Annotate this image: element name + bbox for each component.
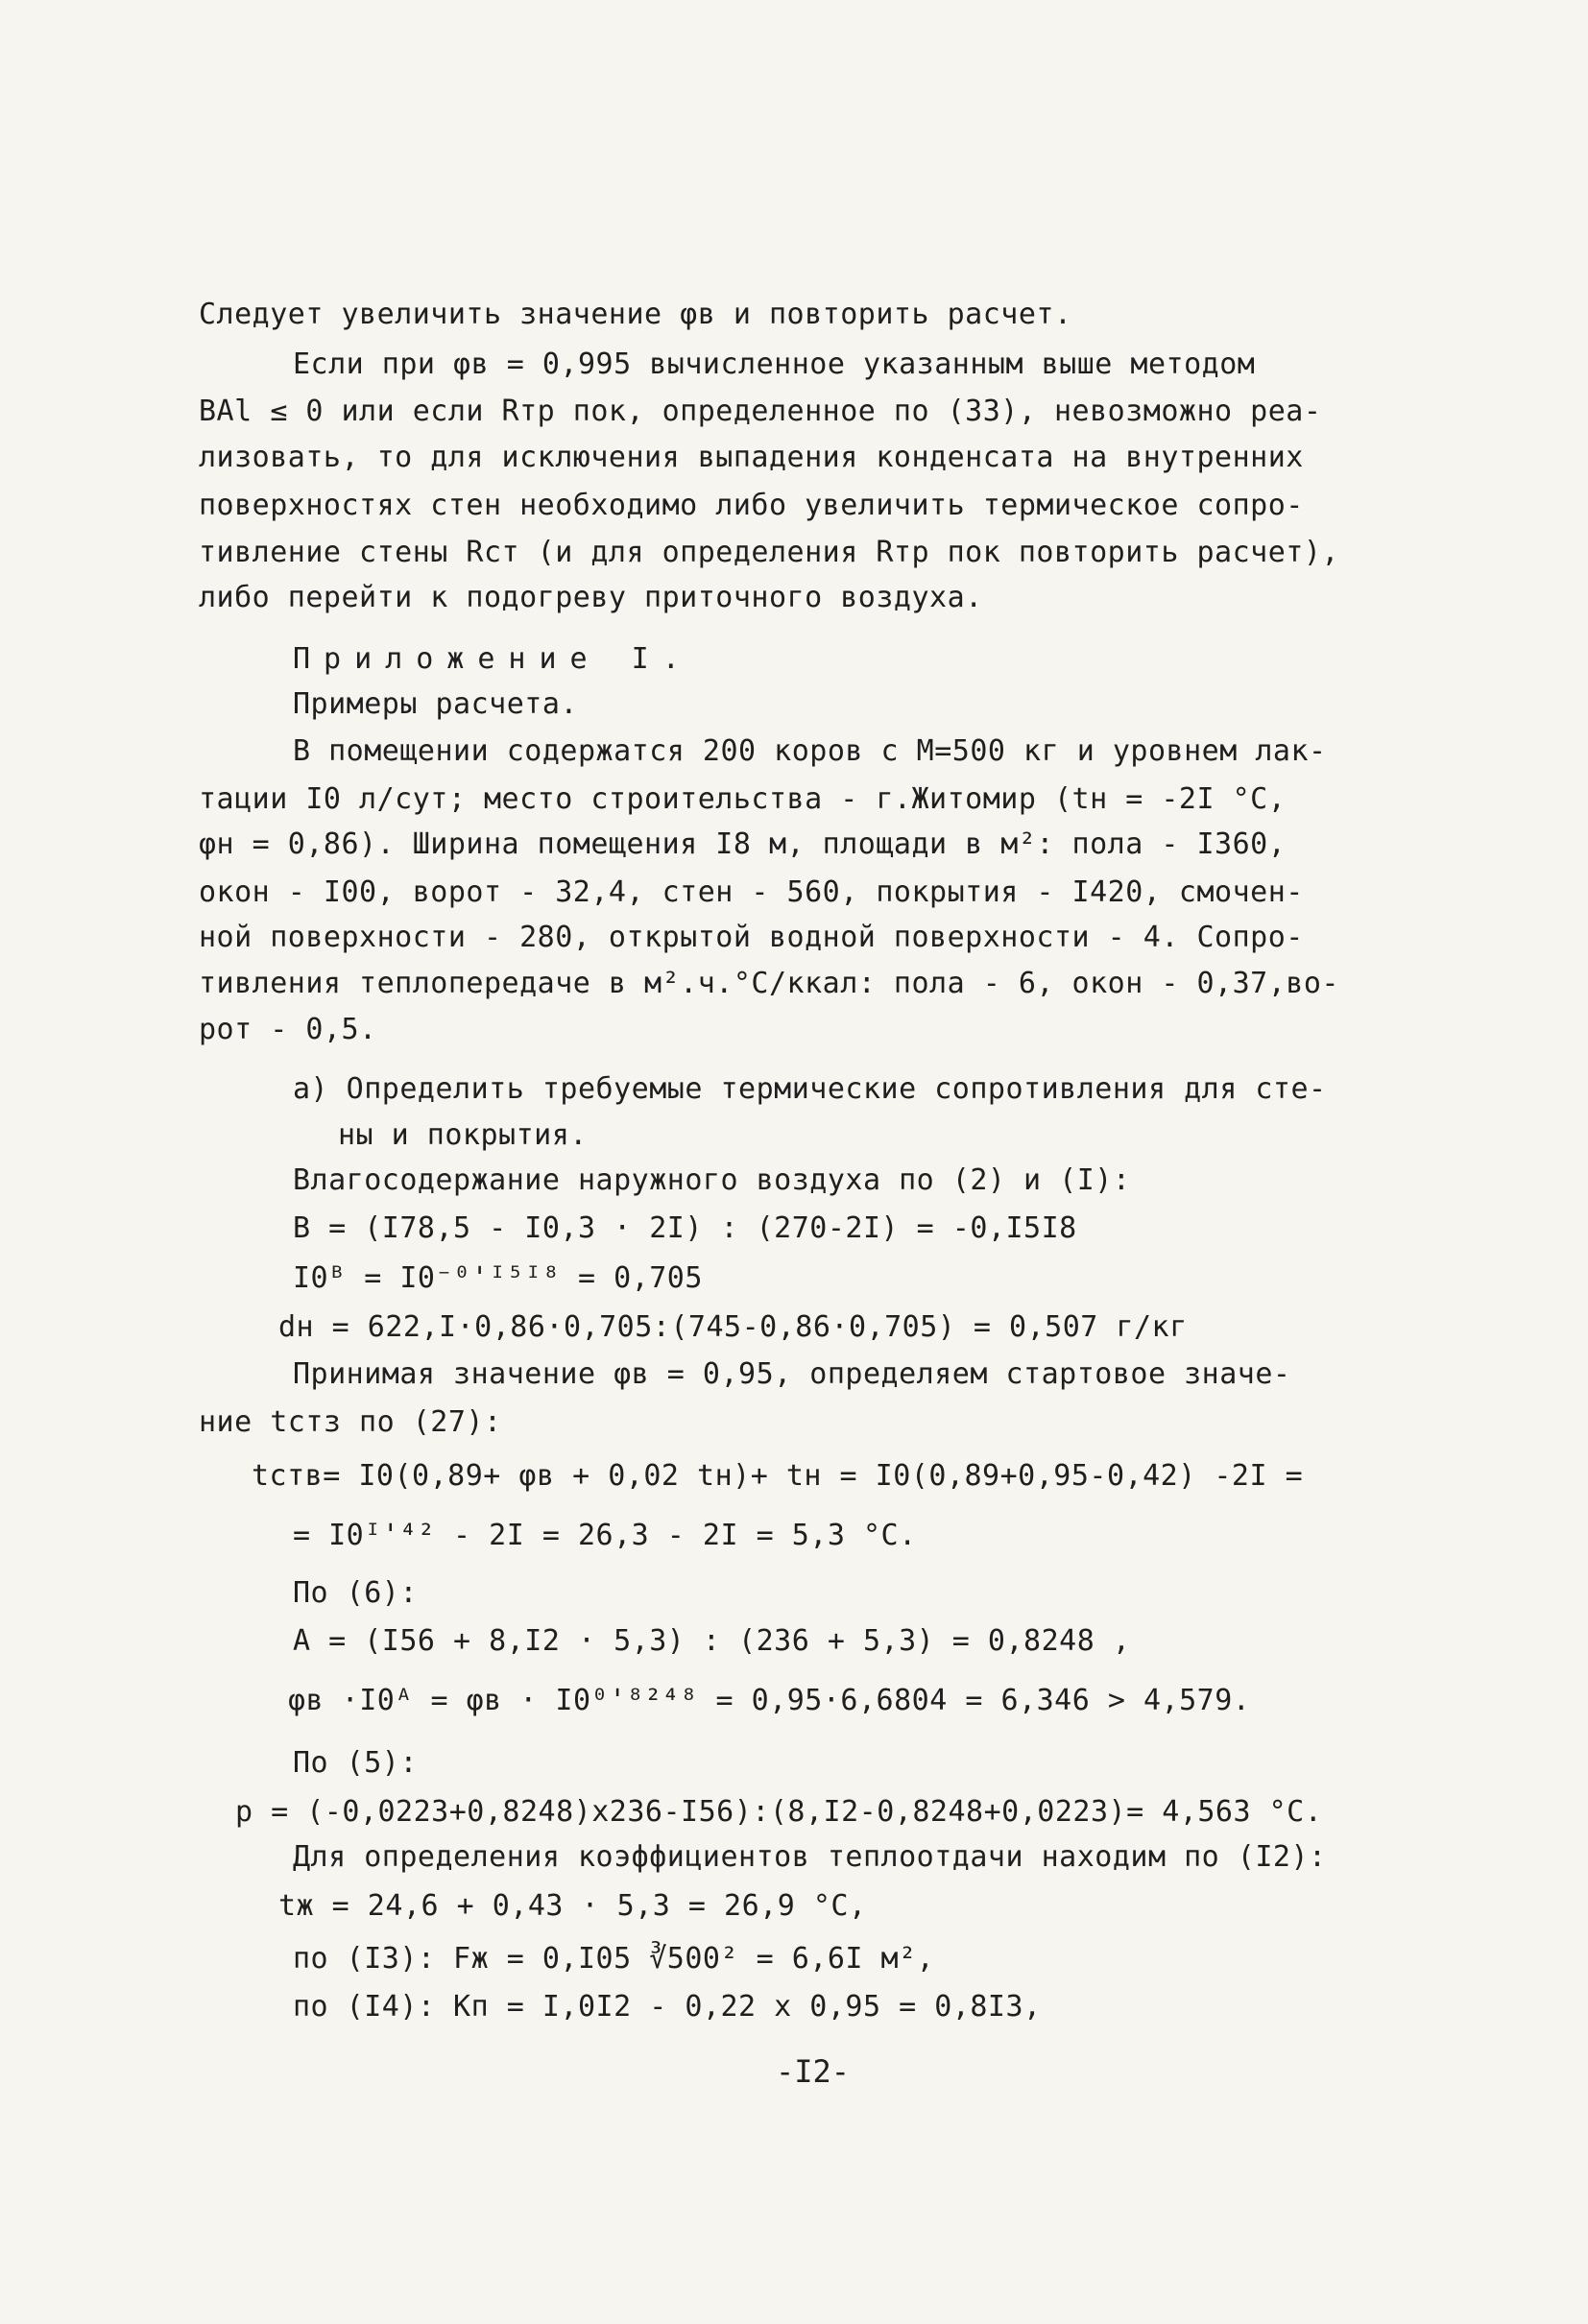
text-line: BAl ≤ 0 или если Rтр пок, определенное по (33), невозможно реа- (199, 395, 1322, 428)
appendix-heading: Приложение I. (293, 642, 693, 676)
text-line: Если при φв = 0,995 вычисленное указанным выше методом (293, 347, 1256, 381)
formula-line: p = (-0,0223+0,8248)x236-I56):(8,I2-0,8248+0,0223)= 4,563 °С. (235, 1795, 1323, 1829)
text-line: В помещении содержатся 200 коров с М=500 кг и уровнем лак- (293, 734, 1327, 768)
text-line: либо перейти к подогреву приточного воздуха. (199, 581, 983, 614)
text-line: ной поверхности - 280, открытой водной поверхности - 4. Сопро- (199, 921, 1304, 954)
text-line: лизовать, то для исключения выпадения конденсата на внутренних (199, 441, 1304, 474)
text-line: тивления теплопередаче в м².ч.°С/ккал: пола - 6, окон - 0,37,во- (199, 967, 1339, 1000)
text-line: Для определения коэффициентов теплоотдачи находим по (I2): (293, 1840, 1327, 1874)
text-line: тации I0 л/сут; место строительства - г.Житомир (tн = -2I °С, (199, 782, 1287, 816)
text-line: Принимая значение φв = 0,95, определяем стартовое значе- (293, 1357, 1291, 1391)
text-line: Влагосодержание наружного воздуха по (2) и (I): (293, 1163, 1131, 1197)
text-line: ние tстз по (27): (199, 1405, 502, 1439)
text-line: рот - 0,5. (199, 1013, 377, 1046)
text-line: По (5): (293, 1746, 418, 1780)
formula-line: I0ᴮ = I0⁻⁰'ᴵ⁵ᴵ⁸ = 0,705 (293, 1261, 703, 1295)
formula-line: по (I4): Kп = I,0I2 - 0,22 x 0,95 = 0,8I3, (293, 1990, 1042, 2024)
text-line: Следует увеличить значение φв и повторить расчет. (199, 298, 1072, 331)
formula-line: B = (I78,5 - I0,3 · 2I) : (270-2I) = -0,I5I8 (293, 1211, 1077, 1245)
text-line: тивление стены Rст (и для определения Rтр пок повторить расчет), (199, 536, 1339, 569)
text-line: ны и покрытия. (338, 1118, 588, 1152)
text-line: окон - I00, ворот - 32,4, стен - 560, покрытия - I420, смочен- (199, 875, 1304, 909)
formula-line: φв ·I0ᴬ = φв · I0⁰'⁸²⁴⁸ = 0,95·6,6804 = 6,346 > 4,579. (288, 1684, 1251, 1717)
formula-line: tж = 24,6 + 0,43 · 5,3 = 26,9 °С, (278, 1889, 867, 1923)
text-line: По (6): (293, 1576, 418, 1610)
page-number: -I2- (776, 2053, 851, 2090)
formula-line: A = (I56 + 8,I2 · 5,3) : (236 + 5,3) = 0,8248 , (293, 1624, 1131, 1658)
formula-line: tств= I0(0,89+ φв + 0,02 tн)+ tн = I0(0,89+0,95-0,42) -2I = (252, 1459, 1304, 1493)
section-heading: Примеры расчета. (293, 687, 578, 721)
text-line: поверхностях стен необходимо либо увеличить термическое сопро- (199, 489, 1304, 522)
text-line: а) Определить требуемые термические сопротивления для сте- (293, 1072, 1327, 1106)
formula-line: dн = 622,I·0,86·0,705:(745-0,86·0,705) = 0,507 г/кг (278, 1310, 1188, 1344)
formula-line: по (I3): Fж = 0,I05 ∛500² = 6,6I м², (293, 1942, 935, 1976)
text-line: φн = 0,86). Ширина помещения I8 м, площади в м²: пола - I360, (199, 827, 1287, 861)
formula-line: = I0ᴵ'⁴² - 2I = 26,3 - 2I = 5,3 °С. (293, 1519, 917, 1552)
